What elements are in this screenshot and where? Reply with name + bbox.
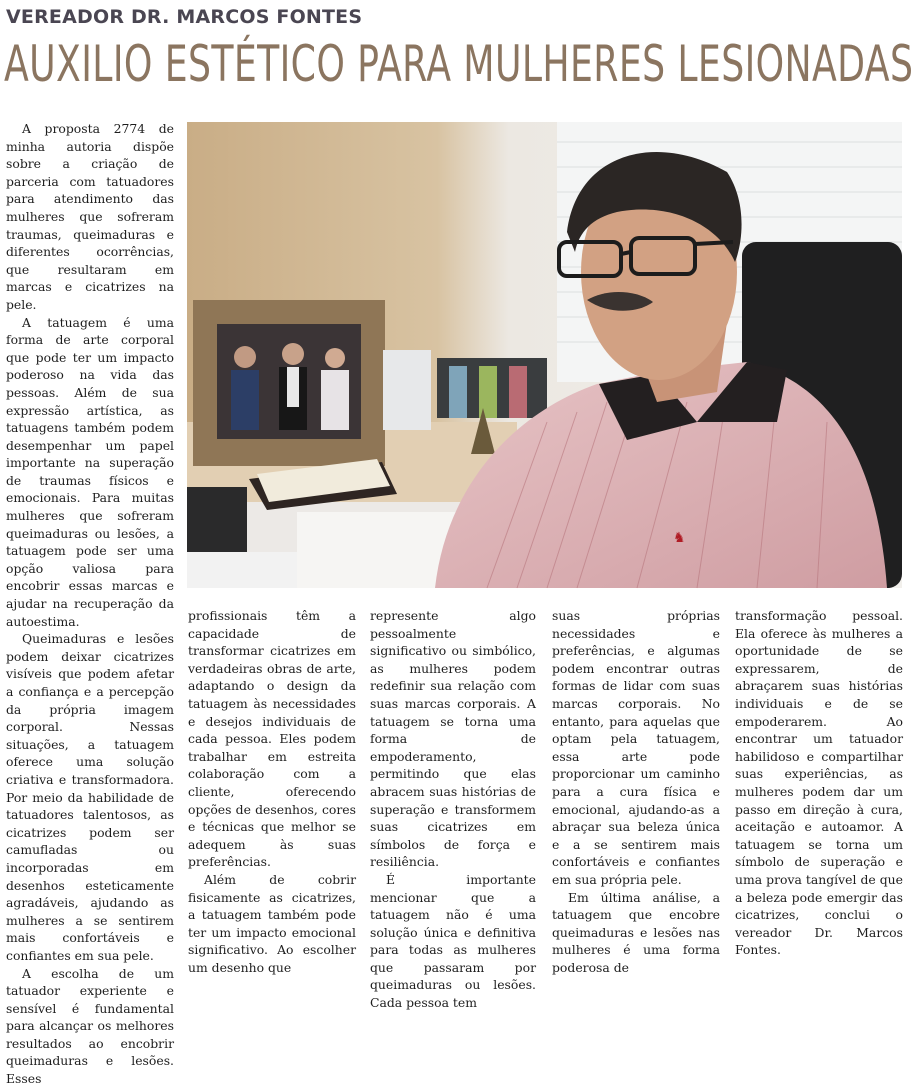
paragraph: Queimaduras e lesões podem deixar cicatrizes visíveis que podem afetar a confiança e a percepção da própria imagem corporal. Nessas situações, a tatuagem oferece uma solução criativa e transformadora. Por meio da habilidade de tatuadores talentosos, as cicatrizes podem ser camufladas ou incorporadas em desenhos esteticamente agradáveis, ajudando as mulheres a se sentirem mais confortáveis e confiantes em sua pele. <box>6 631 174 963</box>
article-photo <box>187 122 902 588</box>
section-kicker: VEREADOR DR. MARCOS FONTES <box>6 6 363 28</box>
paragraph: A escolha de um tatuador experiente e sensível é fundamental para alcançar os melhores resultados ao encobrir queimaduras e lesões. Esses <box>6 965 174 1087</box>
svg-text:♞: ♞ <box>673 530 686 546</box>
paragraph: suas próprias necessidades e preferências, e algumas podem encontrar outras formas de lidar com suas marcas corporais. No entanto, para aquelas que optam pela tatuagem, essa arte pode proporcionar um caminho para a cura física e emocional, ajudando-as a abraçar sua beleza única e a se sentirem mais confortáveis e confiantes em sua própria pele. <box>552 608 720 887</box>
article-column-3 <box>370 607 536 1011</box>
paragraph: Além de cobrir fisicamente as cicatrizes, a tatuagem também pode ter um impacto emocional significativo. Ao escolher um desenho que <box>188 871 356 975</box>
paragraph: profissionais têm a capacidade de transformar cicatrizes em verdadeiras obras de arte, adaptando o design da tatuagem às necessidades e desejos individuais de cada pessoa. Eles podem trabalhar em estreita colaboração com a cliente, oferecendo opções de desenhos, cores e técnicas que melhor se adequem às suas preferências. <box>188 608 356 870</box>
paragraph: É importante mencionar que a tatuagem não é uma solução única e definitiva para todas as mulheres que passaram por queimaduras ou lesões. Cada pessoa tem <box>370 871 536 1011</box>
article-column-5 <box>735 607 903 958</box>
paragraph: Em última análise, a tatuagem que encobre queimaduras e lesões nas mulheres é uma forma poderosa de <box>552 889 720 975</box>
article-column-4 <box>552 607 720 975</box>
paragraph: A proposta 2774 de minha autoria dispõe sobre a criação de parceria com tatuadores para atendimento das mulheres que sofreram traumas, queimaduras e diferentes ocorrências, que resultaram em marcas e cicatrizes na pele. <box>6 121 174 312</box>
article-column-2 <box>188 607 356 975</box>
paragraph: represente algo pessoalmente significativo ou simbólico, as mulheres podem redefinir sua relação com suas marcas corporais. A tatuagem se torna uma forma de empoderamento, permitindo que elas abracem suas histórias de superação e transformem suas cicatrizes em símbolos de força e resiliência. <box>370 608 536 870</box>
paragraph: A tatuagem é uma forma de arte corporal que pode ter um impacto poderoso na vida das pessoas. Além de sua expressão artística, as tatuagens também podem desempenhar um papel importante na superação de traumas físicos e emocionais. Para muitas mulheres que sofreram queimaduras ou lesões, a tatuagem pode ser uma opção valiosa para encobrir essas marcas e ajudar na recuperação da autoestima. <box>6 314 174 629</box>
article-column-1 <box>6 120 174 1087</box>
paragraph: transformação pessoal. Ela oferece às mulheres a oportunidade de se expressarem, de abraçarem suas histórias individuais e de se empoderarem. Ao encontrar um tatuador habilidoso e compartilhar suas experiências, as mulheres podem dar um passo em direção à cura, aceitação e autoamor. A tatuagem se torna um símbolo de superação e uma prova tangível de que a beleza pode emergir das cicatrizes, conclui o vereador Dr. Marcos Fontes. <box>735 608 903 958</box>
article-headline: AUXILIO ESTÉTICO PARA MULHERES LESIONADAS <box>4 35 913 93</box>
